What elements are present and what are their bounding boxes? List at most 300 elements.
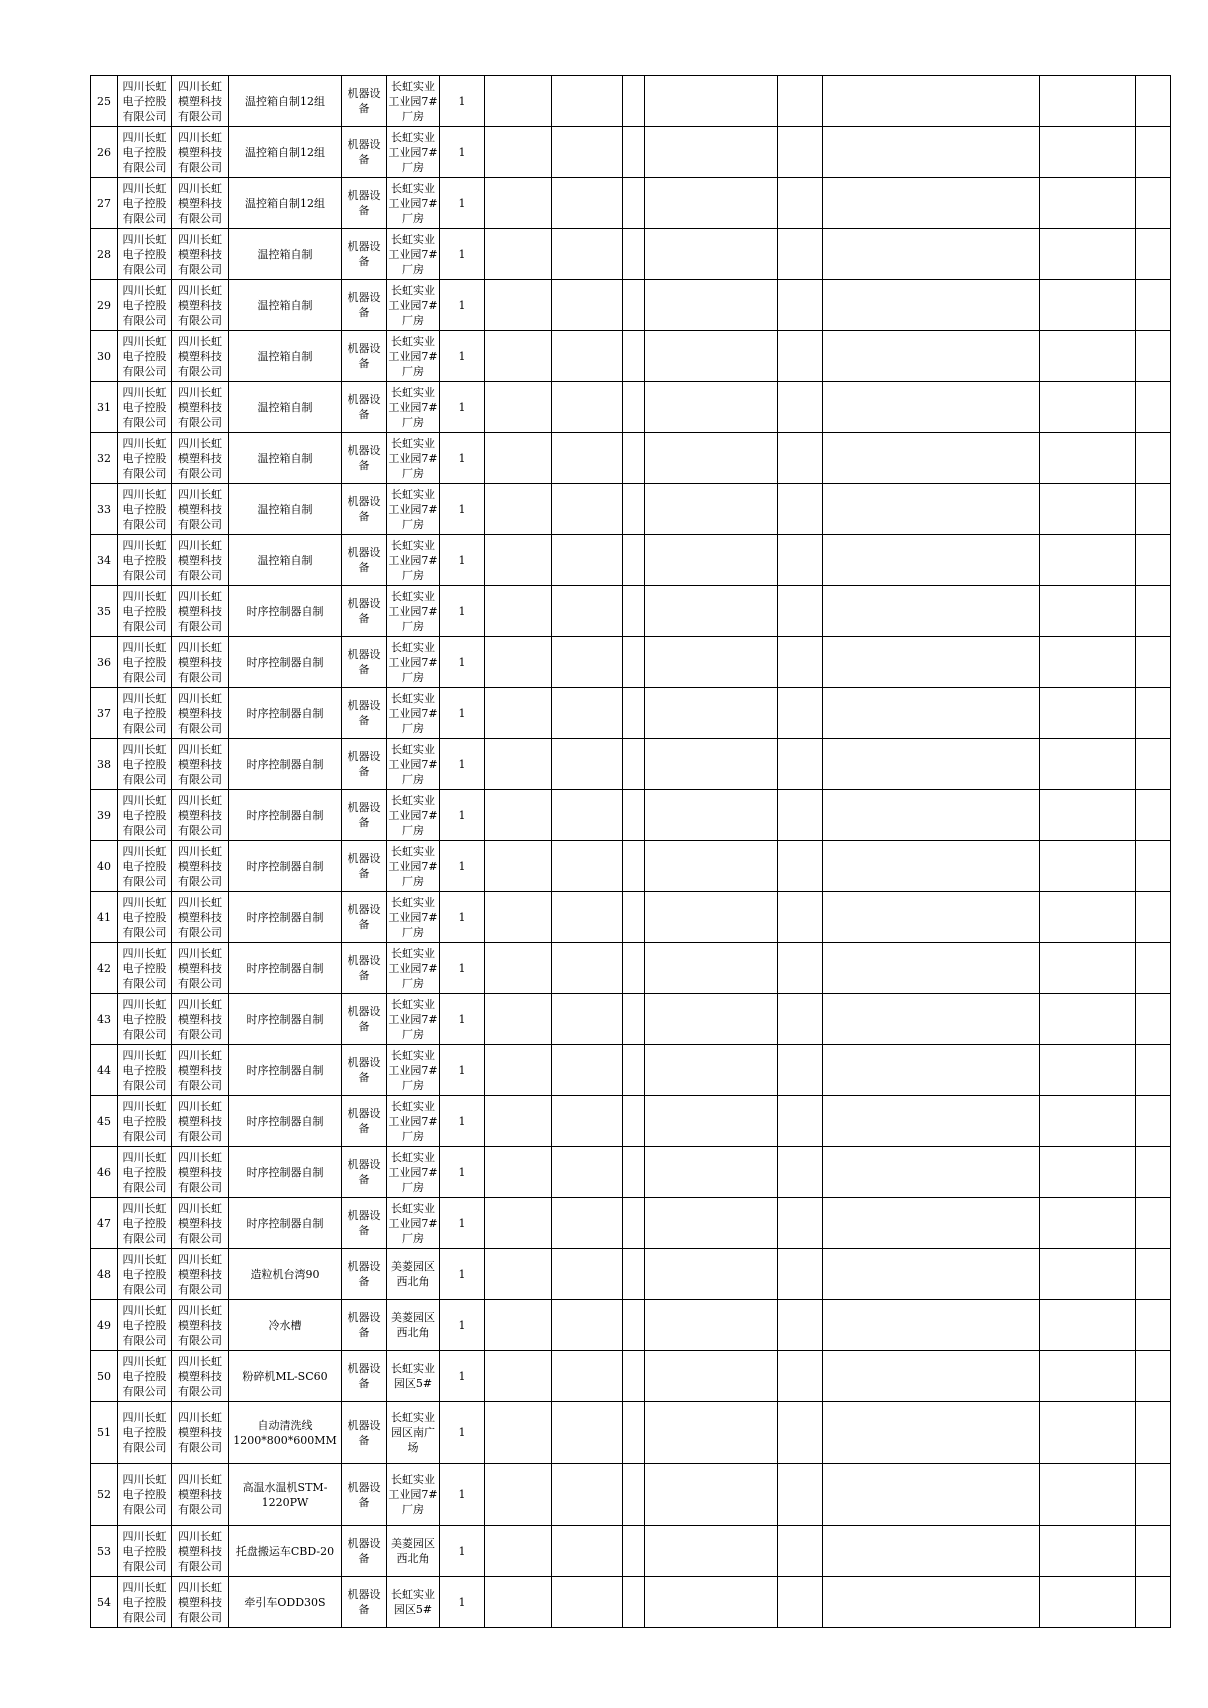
row-index-cell: 31: [91, 382, 118, 433]
empty-cell: [485, 433, 552, 484]
asset-location-cell: 长虹实业工业园7#厂房: [387, 1045, 440, 1096]
asset-name-cell: 时序控制器自制: [229, 1045, 342, 1096]
empty-cell: [645, 688, 778, 739]
empty-cell: [645, 229, 778, 280]
empty-cell: [552, 1402, 623, 1464]
row-index-cell: 43: [91, 994, 118, 1045]
empty-cell: [823, 739, 1040, 790]
asset-category-cell: 机器设备: [342, 229, 387, 280]
asset-category-cell: 机器设备: [342, 739, 387, 790]
user-company-cell: 四川长虹模塑科技有限公司: [172, 127, 229, 178]
table-row: [91, 433, 1171, 484]
empty-cell: [823, 1577, 1040, 1628]
empty-cell: [1136, 1147, 1171, 1198]
empty-cell: [552, 229, 623, 280]
asset-location-cell: 长虹实业工业园7#厂房: [387, 433, 440, 484]
asset-quantity-cell: 1: [440, 535, 485, 586]
asset-location-cell: 长虹实业园区5#: [387, 1577, 440, 1628]
asset-category-cell: 机器设备: [342, 1198, 387, 1249]
empty-cell: [645, 1577, 778, 1628]
asset-name-cell: 自动清洗线1200*800*600MM: [229, 1402, 342, 1464]
owner-company-cell: 四川长虹电子控股有限公司: [118, 484, 172, 535]
row-index-cell: 41: [91, 892, 118, 943]
owner-company-cell: 四川长虹电子控股有限公司: [118, 1147, 172, 1198]
asset-table-body: [91, 76, 1171, 1628]
table-row: [91, 1045, 1171, 1096]
asset-location-cell: 长虹实业工业园7#厂房: [387, 688, 440, 739]
empty-cell: [485, 280, 552, 331]
asset-name-cell: 牵引车ODD30S: [229, 1577, 342, 1628]
owner-company-cell: 四川长虹电子控股有限公司: [118, 1526, 172, 1577]
user-company-cell: 四川长虹模塑科技有限公司: [172, 739, 229, 790]
empty-cell: [823, 280, 1040, 331]
empty-cell: [1136, 535, 1171, 586]
empty-cell: [823, 943, 1040, 994]
asset-quantity-cell: 1: [440, 178, 485, 229]
empty-cell: [1040, 1045, 1136, 1096]
empty-cell: [823, 127, 1040, 178]
empty-cell: [623, 1402, 645, 1464]
empty-cell: [552, 1351, 623, 1402]
empty-cell: [552, 1096, 623, 1147]
empty-cell: [1040, 994, 1136, 1045]
owner-company-cell: 四川长虹电子控股有限公司: [118, 1249, 172, 1300]
owner-company-cell: 四川长虹电子控股有限公司: [118, 688, 172, 739]
asset-name-cell: 温控箱自制: [229, 433, 342, 484]
empty-cell: [1136, 943, 1171, 994]
table-row: [91, 943, 1171, 994]
asset-quantity-cell: 1: [440, 994, 485, 1045]
row-index-cell: 34: [91, 535, 118, 586]
owner-company-cell: 四川长虹电子控股有限公司: [118, 1198, 172, 1249]
empty-cell: [552, 1198, 623, 1249]
asset-location-cell: 长虹实业工业园7#厂房: [387, 484, 440, 535]
asset-category-cell: 机器设备: [342, 535, 387, 586]
row-index-cell: 26: [91, 127, 118, 178]
empty-cell: [645, 1402, 778, 1464]
asset-location-cell: 美菱园区西北角: [387, 1300, 440, 1351]
row-index-cell: 30: [91, 331, 118, 382]
empty-cell: [623, 178, 645, 229]
table-row: [91, 790, 1171, 841]
owner-company-cell: 四川长虹电子控股有限公司: [118, 637, 172, 688]
empty-cell: [823, 1096, 1040, 1147]
table-row: [91, 1402, 1171, 1464]
owner-company-cell: 四川长虹电子控股有限公司: [118, 1096, 172, 1147]
empty-cell: [778, 127, 823, 178]
asset-category-cell: 机器设备: [342, 1300, 387, 1351]
row-index-cell: 35: [91, 586, 118, 637]
asset-location-cell: 长虹实业工业园7#厂房: [387, 739, 440, 790]
owner-company-cell: 四川长虹电子控股有限公司: [118, 229, 172, 280]
empty-cell: [645, 790, 778, 841]
empty-cell: [1040, 382, 1136, 433]
owner-company-cell: 四川长虹电子控股有限公司: [118, 433, 172, 484]
empty-cell: [778, 484, 823, 535]
empty-cell: [645, 382, 778, 433]
asset-quantity-cell: 1: [440, 76, 485, 127]
user-company-cell: 四川长虹模塑科技有限公司: [172, 484, 229, 535]
owner-company-cell: 四川长虹电子控股有限公司: [118, 535, 172, 586]
empty-cell: [1136, 127, 1171, 178]
empty-cell: [1040, 892, 1136, 943]
asset-quantity-cell: 1: [440, 484, 485, 535]
row-index-cell: 51: [91, 1402, 118, 1464]
table-row: [91, 1198, 1171, 1249]
asset-quantity-cell: 1: [440, 1464, 485, 1526]
asset-quantity-cell: 1: [440, 127, 485, 178]
asset-name-cell: 时序控制器自制: [229, 1096, 342, 1147]
owner-company-cell: 四川长虹电子控股有限公司: [118, 1351, 172, 1402]
asset-category-cell: 机器设备: [342, 484, 387, 535]
asset-category-cell: 机器设备: [342, 586, 387, 637]
empty-cell: [823, 1526, 1040, 1577]
empty-cell: [485, 178, 552, 229]
asset-quantity-cell: 1: [440, 1045, 485, 1096]
empty-cell: [623, 1526, 645, 1577]
table-row: [91, 1577, 1171, 1628]
asset-location-cell: 长虹实业工业园7#厂房: [387, 994, 440, 1045]
asset-name-cell: 时序控制器自制: [229, 1147, 342, 1198]
asset-category-cell: 机器设备: [342, 1249, 387, 1300]
row-index-cell: 53: [91, 1526, 118, 1577]
empty-cell: [552, 1464, 623, 1526]
asset-location-cell: 长虹实业工业园7#厂房: [387, 1464, 440, 1526]
empty-cell: [1040, 739, 1136, 790]
asset-category-cell: 机器设备: [342, 688, 387, 739]
empty-cell: [485, 1249, 552, 1300]
empty-cell: [623, 127, 645, 178]
empty-cell: [645, 280, 778, 331]
user-company-cell: 四川长虹模塑科技有限公司: [172, 790, 229, 841]
owner-company-cell: 四川长虹电子控股有限公司: [118, 1300, 172, 1351]
empty-cell: [778, 331, 823, 382]
empty-cell: [485, 1464, 552, 1526]
empty-cell: [1136, 739, 1171, 790]
empty-cell: [1040, 586, 1136, 637]
empty-cell: [778, 994, 823, 1045]
owner-company-cell: 四川长虹电子控股有限公司: [118, 790, 172, 841]
empty-cell: [623, 586, 645, 637]
empty-cell: [552, 1249, 623, 1300]
empty-cell: [552, 637, 623, 688]
empty-cell: [1136, 229, 1171, 280]
empty-cell: [623, 1096, 645, 1147]
asset-category-cell: 机器设备: [342, 1045, 387, 1096]
empty-cell: [485, 790, 552, 841]
empty-cell: [1040, 178, 1136, 229]
owner-company-cell: 四川长虹电子控股有限公司: [118, 1045, 172, 1096]
row-index-cell: 28: [91, 229, 118, 280]
empty-cell: [485, 1147, 552, 1198]
empty-cell: [778, 790, 823, 841]
empty-cell: [778, 178, 823, 229]
user-company-cell: 四川长虹模塑科技有限公司: [172, 1045, 229, 1096]
asset-category-cell: 机器设备: [342, 943, 387, 994]
table-row: [91, 1526, 1171, 1577]
empty-cell: [1040, 688, 1136, 739]
empty-cell: [623, 1045, 645, 1096]
user-company-cell: 四川长虹模塑科技有限公司: [172, 1577, 229, 1628]
empty-cell: [1040, 943, 1136, 994]
table-row: [91, 127, 1171, 178]
row-index-cell: 37: [91, 688, 118, 739]
user-company-cell: 四川长虹模塑科技有限公司: [172, 1526, 229, 1577]
empty-cell: [823, 1300, 1040, 1351]
empty-cell: [645, 1351, 778, 1402]
empty-cell: [552, 1526, 623, 1577]
empty-cell: [1136, 1464, 1171, 1526]
asset-name-cell: 时序控制器自制: [229, 943, 342, 994]
asset-location-cell: 长虹实业工业园7#厂房: [387, 1096, 440, 1147]
empty-cell: [823, 586, 1040, 637]
empty-cell: [623, 76, 645, 127]
asset-name-cell: 造粒机台湾90: [229, 1249, 342, 1300]
empty-cell: [645, 535, 778, 586]
empty-cell: [485, 1198, 552, 1249]
empty-cell: [1136, 892, 1171, 943]
empty-cell: [823, 484, 1040, 535]
user-company-cell: 四川长虹模塑科技有限公司: [172, 1198, 229, 1249]
empty-cell: [1136, 688, 1171, 739]
empty-cell: [485, 841, 552, 892]
user-company-cell: 四川长虹模塑科技有限公司: [172, 1300, 229, 1351]
empty-cell: [1136, 1402, 1171, 1464]
row-index-cell: 54: [91, 1577, 118, 1628]
asset-quantity-cell: 1: [440, 892, 485, 943]
empty-cell: [1136, 331, 1171, 382]
row-index-cell: 25: [91, 76, 118, 127]
row-index-cell: 36: [91, 637, 118, 688]
empty-cell: [1040, 1096, 1136, 1147]
empty-cell: [1040, 841, 1136, 892]
asset-name-cell: 温控箱自制: [229, 229, 342, 280]
empty-cell: [552, 892, 623, 943]
empty-cell: [623, 433, 645, 484]
asset-table: [90, 75, 1171, 1628]
asset-name-cell: 温控箱自制: [229, 280, 342, 331]
empty-cell: [623, 841, 645, 892]
empty-cell: [1136, 586, 1171, 637]
table-row: [91, 1351, 1171, 1402]
empty-cell: [823, 1198, 1040, 1249]
empty-cell: [1136, 76, 1171, 127]
empty-cell: [1136, 1045, 1171, 1096]
empty-cell: [778, 433, 823, 484]
empty-cell: [1040, 484, 1136, 535]
empty-cell: [823, 841, 1040, 892]
empty-cell: [1136, 382, 1171, 433]
empty-cell: [823, 535, 1040, 586]
empty-cell: [1136, 1300, 1171, 1351]
asset-name-cell: 托盘搬运车CBD-20: [229, 1526, 342, 1577]
empty-cell: [1136, 178, 1171, 229]
asset-quantity-cell: 1: [440, 1198, 485, 1249]
empty-cell: [1040, 1526, 1136, 1577]
user-company-cell: 四川长虹模塑科技有限公司: [172, 382, 229, 433]
empty-cell: [823, 382, 1040, 433]
table-row: [91, 637, 1171, 688]
asset-location-cell: 长虹实业工业园7#厂房: [387, 790, 440, 841]
asset-quantity-cell: 1: [440, 1351, 485, 1402]
empty-cell: [552, 127, 623, 178]
empty-cell: [485, 892, 552, 943]
asset-category-cell: 机器设备: [342, 331, 387, 382]
asset-quantity-cell: 1: [440, 433, 485, 484]
empty-cell: [645, 637, 778, 688]
asset-name-cell: 温控箱自制: [229, 382, 342, 433]
owner-company-cell: 四川长虹电子控股有限公司: [118, 892, 172, 943]
empty-cell: [1136, 1526, 1171, 1577]
asset-quantity-cell: 1: [440, 382, 485, 433]
empty-cell: [623, 1198, 645, 1249]
empty-cell: [645, 586, 778, 637]
row-index-cell: 40: [91, 841, 118, 892]
owner-company-cell: 四川长虹电子控股有限公司: [118, 76, 172, 127]
asset-location-cell: 长虹实业工业园7#厂房: [387, 229, 440, 280]
empty-cell: [778, 229, 823, 280]
asset-location-cell: 长虹实业园区南广场: [387, 1402, 440, 1464]
empty-cell: [823, 994, 1040, 1045]
user-company-cell: 四川长虹模塑科技有限公司: [172, 331, 229, 382]
empty-cell: [552, 943, 623, 994]
asset-category-cell: 机器设备: [342, 637, 387, 688]
empty-cell: [552, 178, 623, 229]
empty-cell: [645, 1096, 778, 1147]
asset-category-cell: 机器设备: [342, 994, 387, 1045]
row-index-cell: 38: [91, 739, 118, 790]
empty-cell: [552, 1577, 623, 1628]
empty-cell: [1136, 994, 1171, 1045]
empty-cell: [623, 331, 645, 382]
empty-cell: [645, 484, 778, 535]
user-company-cell: 四川长虹模塑科技有限公司: [172, 688, 229, 739]
empty-cell: [1136, 790, 1171, 841]
empty-cell: [623, 1464, 645, 1526]
empty-cell: [1040, 433, 1136, 484]
asset-location-cell: 长虹实业工业园7#厂房: [387, 841, 440, 892]
asset-location-cell: 长虹实业工业园7#厂房: [387, 382, 440, 433]
empty-cell: [1136, 637, 1171, 688]
table-row: [91, 229, 1171, 280]
empty-cell: [823, 331, 1040, 382]
empty-cell: [778, 1526, 823, 1577]
asset-quantity-cell: 1: [440, 280, 485, 331]
empty-cell: [823, 1351, 1040, 1402]
empty-cell: [778, 535, 823, 586]
user-company-cell: 四川长虹模塑科技有限公司: [172, 229, 229, 280]
empty-cell: [778, 1096, 823, 1147]
user-company-cell: 四川长虹模塑科技有限公司: [172, 892, 229, 943]
empty-cell: [1040, 1198, 1136, 1249]
table-row: [91, 382, 1171, 433]
table-row: [91, 1249, 1171, 1300]
empty-cell: [485, 994, 552, 1045]
empty-cell: [1040, 76, 1136, 127]
asset-category-cell: 机器设备: [342, 1096, 387, 1147]
empty-cell: [778, 76, 823, 127]
user-company-cell: 四川长虹模塑科技有限公司: [172, 1096, 229, 1147]
asset-quantity-cell: 1: [440, 586, 485, 637]
empty-cell: [645, 1198, 778, 1249]
empty-cell: [823, 1249, 1040, 1300]
user-company-cell: 四川长虹模塑科技有限公司: [172, 178, 229, 229]
empty-cell: [645, 1249, 778, 1300]
empty-cell: [823, 1464, 1040, 1526]
empty-cell: [1040, 1300, 1136, 1351]
empty-cell: [485, 637, 552, 688]
asset-quantity-cell: 1: [440, 1300, 485, 1351]
table-row: [91, 688, 1171, 739]
asset-category-cell: 机器设备: [342, 1577, 387, 1628]
empty-cell: [778, 1147, 823, 1198]
asset-location-cell: 长虹实业工业园7#厂房: [387, 1198, 440, 1249]
asset-quantity-cell: 1: [440, 1249, 485, 1300]
asset-quantity-cell: 1: [440, 1147, 485, 1198]
user-company-cell: 四川长虹模塑科技有限公司: [172, 1464, 229, 1526]
empty-cell: [623, 484, 645, 535]
empty-cell: [1040, 1351, 1136, 1402]
asset-category-cell: 机器设备: [342, 790, 387, 841]
asset-category-cell: 机器设备: [342, 76, 387, 127]
empty-cell: [552, 76, 623, 127]
asset-category-cell: 机器设备: [342, 280, 387, 331]
user-company-cell: 四川长虹模塑科技有限公司: [172, 433, 229, 484]
asset-name-cell: 温控箱自制12组: [229, 127, 342, 178]
empty-cell: [623, 229, 645, 280]
owner-company-cell: 四川长虹电子控股有限公司: [118, 280, 172, 331]
empty-cell: [485, 331, 552, 382]
user-company-cell: 四川长虹模塑科技有限公司: [172, 280, 229, 331]
asset-location-cell: 长虹实业工业园7#厂房: [387, 178, 440, 229]
empty-cell: [623, 790, 645, 841]
user-company-cell: 四川长虹模塑科技有限公司: [172, 637, 229, 688]
empty-cell: [552, 790, 623, 841]
empty-cell: [778, 1402, 823, 1464]
asset-name-cell: 时序控制器自制: [229, 688, 342, 739]
user-company-cell: 四川长虹模塑科技有限公司: [172, 1249, 229, 1300]
empty-cell: [778, 280, 823, 331]
empty-cell: [485, 382, 552, 433]
empty-cell: [623, 1577, 645, 1628]
table-row: [91, 739, 1171, 790]
empty-cell: [552, 280, 623, 331]
user-company-cell: 四川长虹模塑科技有限公司: [172, 943, 229, 994]
empty-cell: [1040, 790, 1136, 841]
asset-name-cell: 冷水槽: [229, 1300, 342, 1351]
asset-category-cell: 机器设备: [342, 841, 387, 892]
asset-name-cell: 时序控制器自制: [229, 892, 342, 943]
empty-cell: [778, 943, 823, 994]
empty-cell: [1136, 1351, 1171, 1402]
owner-company-cell: 四川长虹电子控股有限公司: [118, 1464, 172, 1526]
row-index-cell: 48: [91, 1249, 118, 1300]
asset-category-cell: 机器设备: [342, 178, 387, 229]
owner-company-cell: 四川长虹电子控股有限公司: [118, 331, 172, 382]
empty-cell: [552, 1045, 623, 1096]
user-company-cell: 四川长虹模塑科技有限公司: [172, 586, 229, 637]
empty-cell: [823, 178, 1040, 229]
empty-cell: [778, 1464, 823, 1526]
asset-quantity-cell: 1: [440, 1526, 485, 1577]
asset-name-cell: 时序控制器自制: [229, 1198, 342, 1249]
asset-category-cell: 机器设备: [342, 1402, 387, 1464]
asset-quantity-cell: 1: [440, 1577, 485, 1628]
owner-company-cell: 四川长虹电子控股有限公司: [118, 1577, 172, 1628]
row-index-cell: 39: [91, 790, 118, 841]
asset-name-cell: 温控箱自制: [229, 484, 342, 535]
empty-cell: [485, 688, 552, 739]
